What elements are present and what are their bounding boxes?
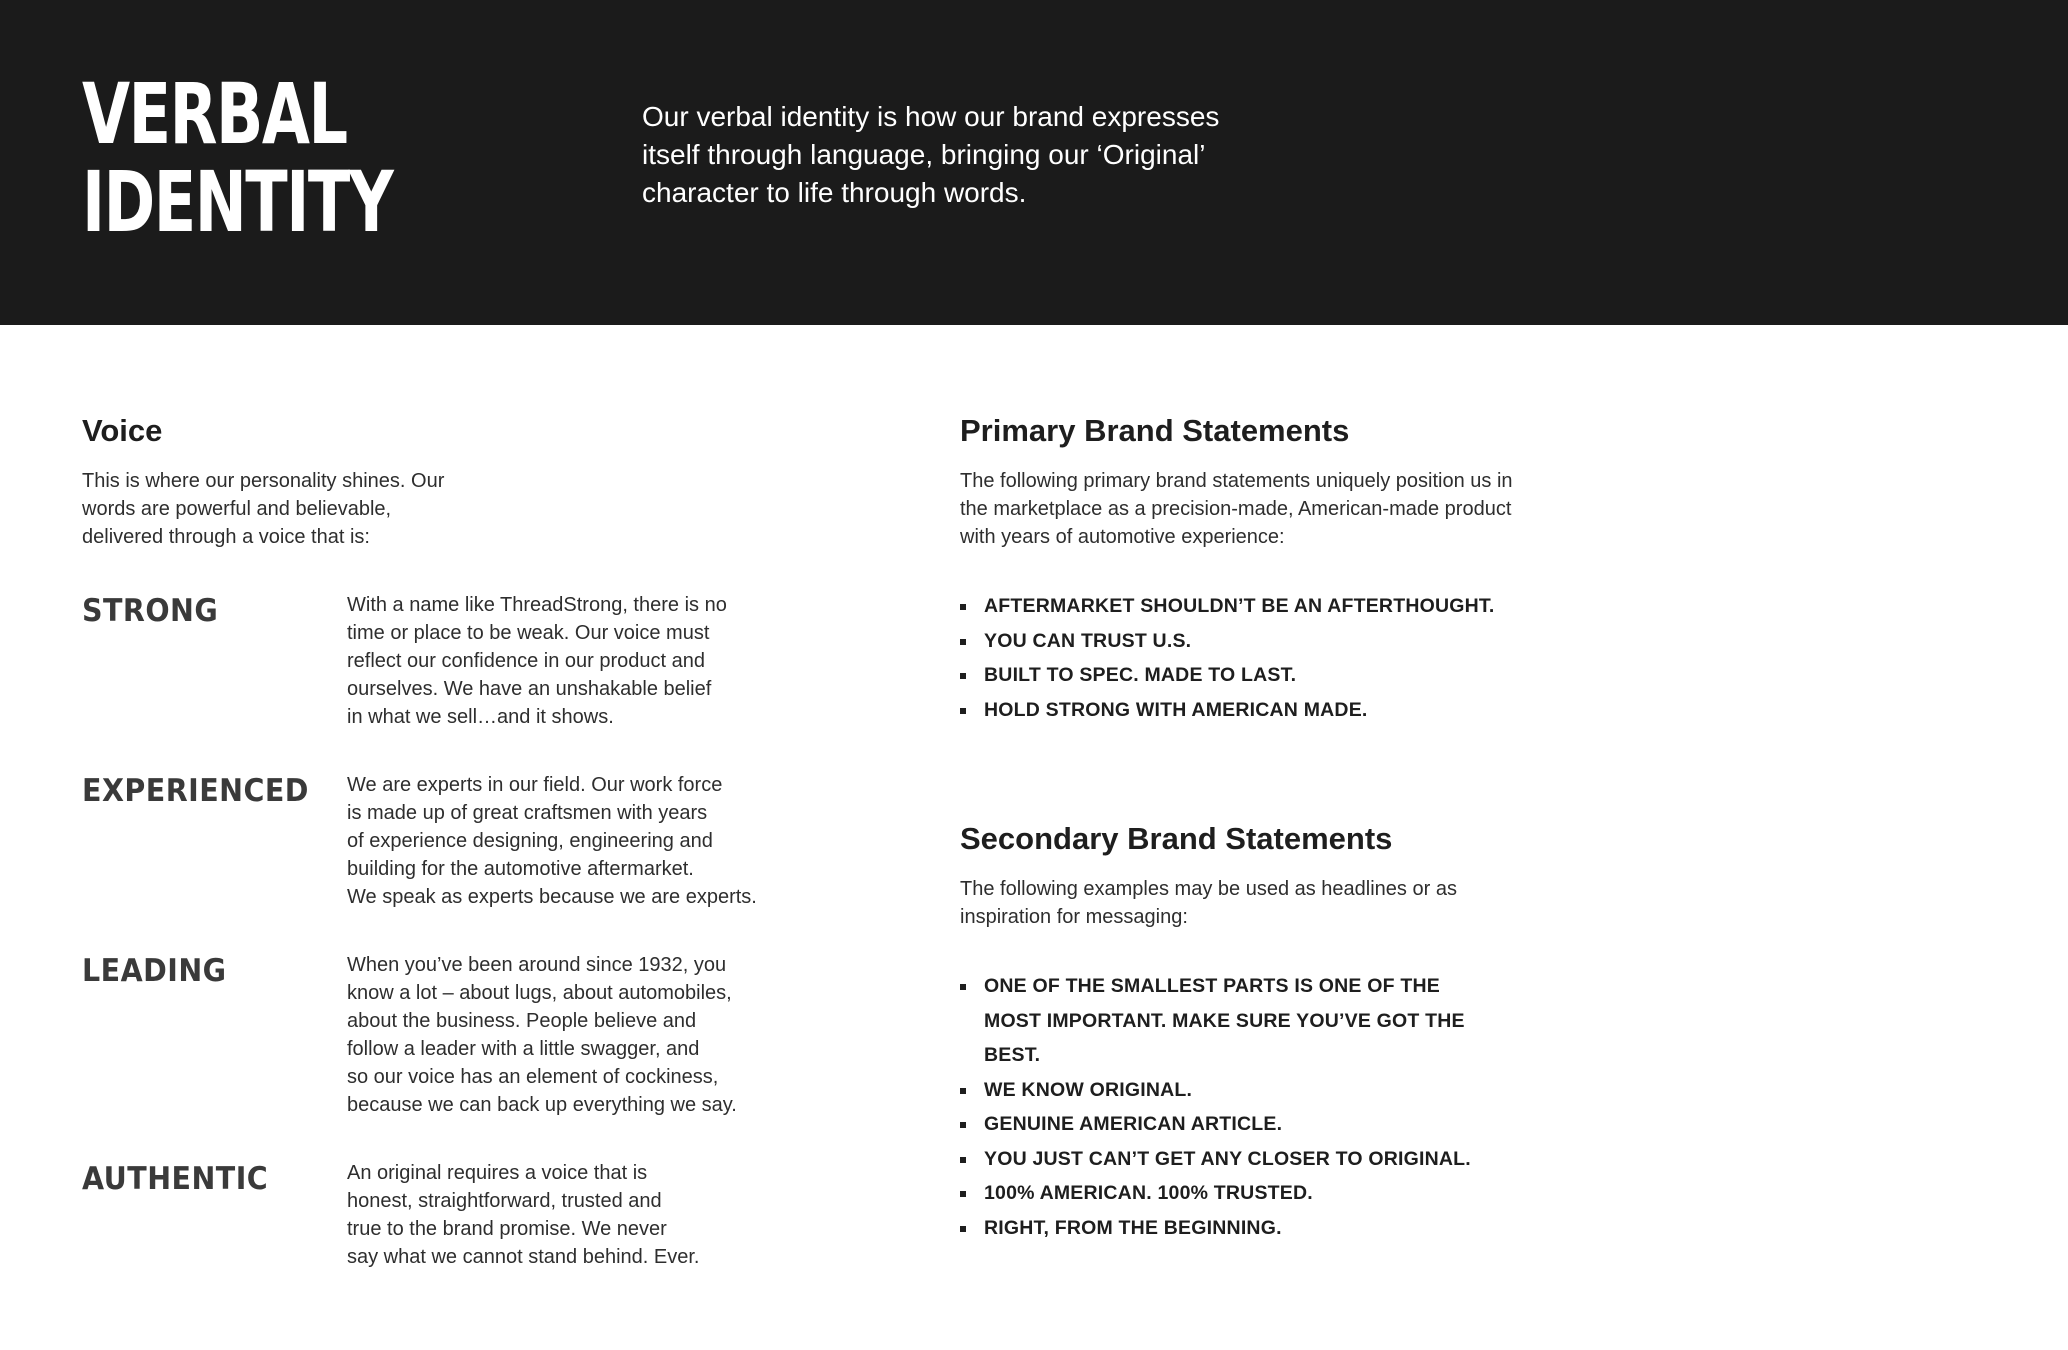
hero-intro-text: Our verbal identity is how our brand expresses itself through language, bringing our ‘Original’ character to life through words. [642, 101, 1220, 208]
trait-line: We speak as experts because we are experts. [347, 886, 757, 908]
trait-name: STRONG [82, 593, 219, 629]
list-item: GENUINE AMERICAN ARTICLE. [960, 1107, 1500, 1142]
trait-line: because we can back up everything we say. [347, 1094, 737, 1116]
trait-description [347, 771, 807, 911]
trait-line: With a name like ThreadStrong, there is no [347, 594, 727, 616]
trait-line: in what we sell…and it shows. [347, 706, 614, 728]
trait-name: LEADING [82, 953, 227, 989]
brand-statements-section [960, 405, 1680, 1245]
trait-name: AUTHENTIC [82, 1161, 269, 1197]
voice-heading: Voice [82, 413, 163, 448]
trait-authentic [82, 1159, 822, 1271]
secondary-statements-list [960, 969, 1500, 1245]
hero-banner [0, 0, 2068, 325]
list-item: YOU JUST CAN’T GET ANY CLOSER TO ORIGINAL. [960, 1142, 1500, 1177]
trait-line: time or place to be weak. Our voice must [347, 622, 710, 644]
list-item: WE KNOW ORIGINAL. [960, 1073, 1500, 1108]
primary-statements-list [960, 589, 1680, 727]
list-item: YOU CAN TRUST U.S. [960, 624, 1680, 659]
primary-statements-description: The following primary brand statements uniquely position us in the marketplace as a precision-made, American-made product with years of automotive experience: [960, 470, 1513, 548]
trait-line: We are experts in our field. Our work force [347, 774, 723, 796]
list-item: HOLD STRONG WITH AMERICAN MADE. [960, 693, 1680, 728]
list-item: 100% AMERICAN. 100% TRUSTED. [960, 1176, 1500, 1211]
primary-statements-block [960, 405, 1680, 727]
trait-line: honest, straightforward, trusted and [347, 1190, 662, 1212]
voice-section [82, 405, 822, 1271]
page-title-line-2: IDENTITY [82, 153, 393, 251]
secondary-statements-description: The following examples may be used as headlines or as inspiration for messaging: [960, 878, 1457, 928]
voice-description: This is where our personality shines. Our words are powerful and believable, delivered through a voice that is: [82, 470, 445, 548]
trait-line: ourselves. We have an unshakable belief [347, 678, 712, 700]
list-item: ONE OF THE SMALLEST PARTS IS ONE OF THE MOST IMPORTANT. MAKE SURE YOU’VE GOT THE BEST. [960, 969, 1500, 1073]
trait-line: reflect our confidence in our product and [347, 650, 705, 672]
trait-description [347, 951, 807, 1119]
secondary-statements-heading: Secondary Brand Statements [960, 821, 1393, 856]
trait-line: true to the brand promise. We never [347, 1218, 667, 1240]
list-item: AFTERMARKET SHOULDN’T BE AN AFTERTHOUGHT. [960, 589, 1680, 624]
trait-line: about the business. People believe and [347, 1010, 697, 1032]
primary-statements-heading: Primary Brand Statements [960, 413, 1350, 448]
trait-description [347, 591, 807, 731]
trait-line: An original requires a voice that is [347, 1162, 648, 1184]
trait-line: say what we cannot stand behind. Ever. [347, 1246, 700, 1268]
list-item: RIGHT, FROM THE BEGINNING. [960, 1211, 1500, 1246]
trait-experienced [82, 771, 822, 911]
trait-leading [82, 951, 822, 1119]
trait-description [347, 1159, 807, 1271]
page-title-line-1: VERBAL [82, 65, 347, 163]
trait-line: know a lot – about lugs, about automobiles, [347, 982, 732, 1004]
trait-line: so our voice has an element of cockiness, [347, 1066, 719, 1088]
trait-name: EXPERIENCED [82, 773, 309, 809]
trait-line: of experience designing, engineering and [347, 830, 713, 852]
list-item: BUILT TO SPEC. MADE TO LAST. [960, 658, 1680, 693]
secondary-statements-block [960, 813, 1680, 1245]
trait-strong [82, 591, 822, 731]
trait-line: is made up of great craftsmen with years [347, 802, 708, 824]
page-title [82, 65, 393, 251]
trait-line: building for the automotive aftermarket. [347, 858, 694, 880]
trait-line: follow a leader with a little swagger, and [347, 1038, 700, 1060]
trait-line: When you’ve been around since 1932, you [347, 954, 727, 976]
